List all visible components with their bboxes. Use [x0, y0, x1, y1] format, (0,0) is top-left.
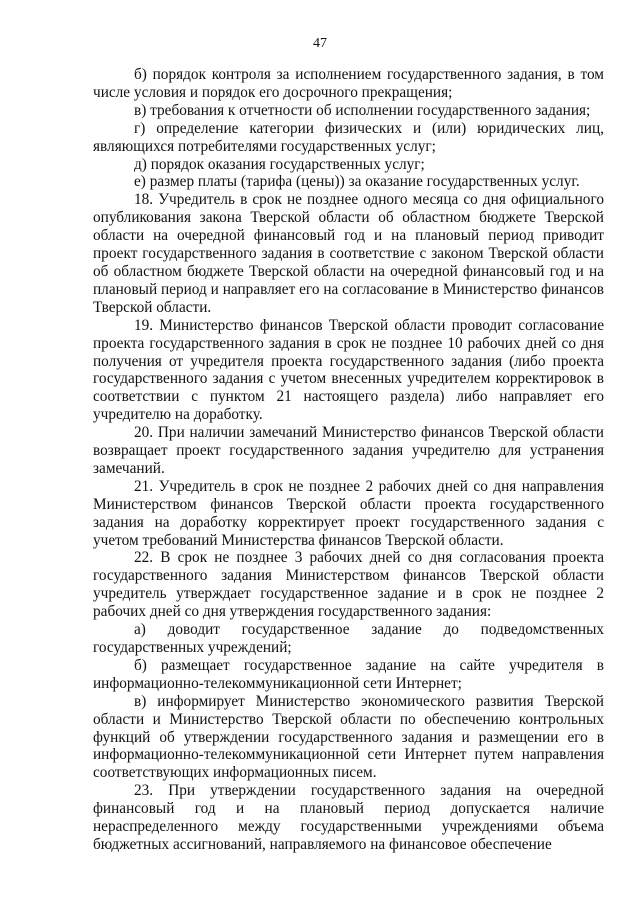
page-number: 47	[313, 36, 327, 51]
paragraph-item-g-categories: г) определение категории физических и (или) юридических лиц, являющихся потребителями государственных услуг;	[93, 119, 604, 155]
paragraph-19: 19. Министерство финансов Тверской области проводит согласование проекта государственного задания в срок не позднее 10 рабочих дней со дня получения от учредителя проекта государственного задания (либо проекта государственного задания с учетом внесенных учредителем корректировок в соответствии с пунктом 21 настоящего раздела) либо направляет его учредителю на доработку.	[93, 316, 604, 424]
paragraph-22-item-a: а) доводит государственное задание до подведомственных государственных учреждений;	[93, 621, 604, 656]
document-body	[93, 66, 604, 854]
paragraph-21: 21. Учредитель в срок не позднее 2 рабочих дней со дня направления Министерством финансов Тверской области проекта государственного задания на доработку корректирует проект государственного задания с учетом требований Министерства финансов Тверской области.	[93, 477, 604, 549]
paragraph-item-b-control: б) порядок контроля за исполнением государственного задания, в том числе условия и порядок его досрочного прекращения;	[93, 66, 604, 101]
paragraph-18: 18. Учредитель в срок не позднее одного месяца со дня официального опубликования закона Тверской области об областном бюджете Тверской области на очередной финансовый год и на плановый период приводит проект государственного задания в соответствие с законом Тверской области об областном бюджете Тверской области на очередной финансовый год и на плановый период и направляет его на согласование в Министерство финансов Тверской области.	[93, 191, 604, 316]
paragraph-item-e-fee: е) размер платы (тарифа (цены)) за оказание государственных услуг.	[134, 173, 580, 191]
paragraph-20: 20. При наличии замечаний Министерство финансов Тверской области возвращает проект государственного задания учредителю для устранения замечаний.	[93, 424, 604, 477]
paragraph-item-v-reporting: в) требования к отчетности об исполнении государственного задания;	[134, 101, 591, 119]
paragraph-item-d-procedure: д) порядок оказания государственных услуг;	[134, 155, 425, 173]
paragraph-22: 22. В срок не позднее 3 рабочих дней со дня согласования проекта государственного задания Министерством финансов Тверской области учредитель утверждает государственное задание и в срок не позднее 2 рабочих дней со дня утверждения государственного задания:	[93, 549, 604, 621]
paragraph-23: 23. При утверждении государственного задания на очередной финансовый год и на плановый период допускается наличие нераспределенного между государственными учреждениями объема бюджетных ассигнований, направляемого на финансовое обеспечение	[93, 782, 604, 853]
paragraph-22-item-v: в) информирует Министерство экономического развития Тверской области и Министерство Тверской области по обеспечению контрольных функций об утверждении государственного задания и размещении его в информационно-телекоммуникационной сети Интернет путем направления соответствующих информационных писем.	[93, 692, 604, 782]
paragraph-22-item-b: б) размещает государственное задание на сайте учредителя в информационно-телекоммуникационной сети Интернет;	[93, 656, 604, 692]
